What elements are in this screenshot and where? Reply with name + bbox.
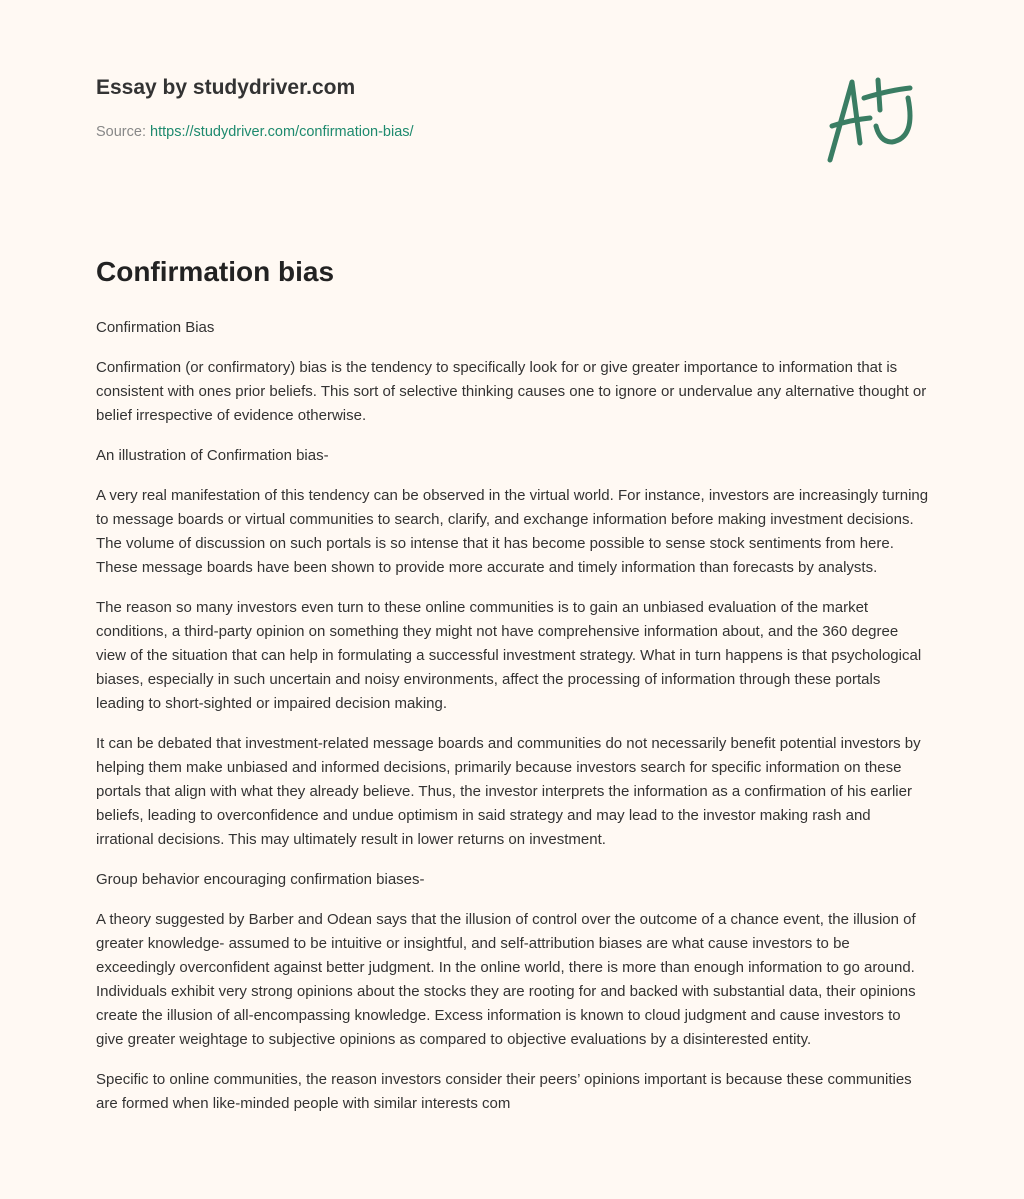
source-link[interactable]: https://studydriver.com/confirmation-bias/ (150, 124, 414, 140)
paragraph: An illustration of Confirmation bias- (96, 447, 329, 464)
paragraph: Confirmation Bias (96, 319, 215, 336)
paragraph: Specific to online communities, the reason investors consider their peers’ opinions important is because these communities are formed when like-minded people with similar interests com (96, 1071, 912, 1112)
paragraph: The reason so many investors even turn to these online communities is to gain an unbiased evaluation of the market conditions, a third-party opinion on something they might not have comprehensive information about, and the 360 degree view of the situation that can help in formulating a successful investment strategy. What in turn happens is that psychological biases, especially in such uncertain and noisy environments, affect the processing of information through these portals leading to short-sighted or impaired decision making. (96, 599, 922, 712)
a-plus-logo-icon (820, 68, 930, 168)
paragraph: Confirmation (or confirmatory) bias is the tendency to specifically look for or give greater importance to information that is consistent with ones prior beliefs. This sort of selective thinking causes one to ignore or undervalue any alternative thought or belief irrespective of evidence otherwise. (96, 359, 927, 424)
source-line (96, 124, 414, 140)
paragraph: A theory suggested by Barber and Odean says that the illusion of control over the outcome of a chance event, the illusion of greater knowledge- assumed to be intuitive or insightful, and self-attribution biases are what cause investors to be exceedingly overconfident against better judgment. In the online world, there is more than enough information to go around. Individuals exhibit very strong opinions about the stocks they are rooting for and backed with substantial data, their opinions create the illusion of all-encompassing knowledge. Excess information is known to cloud judgment and cause investors to give greater weightage to subjective opinions as compared to objective evaluations by a disinterested entity. (96, 911, 916, 1048)
paragraph: Group behavior encouraging confirmation biases- (96, 871, 425, 888)
essay-body (96, 316, 932, 1132)
paragraph: A very real manifestation of this tendency can be observed in the virtual world. For instance, investors are increasingly turning to message boards or virtual communities to search, clarify, and exchange information before making investment decisions. The volume of discussion on such portals is so intense that it has become possible to sense stock sentiments from here. These message boards have been shown to provide more accurate and timely information than forecasts by analysts. (96, 487, 929, 576)
source-label: Source: (96, 124, 146, 140)
paragraph: It can be debated that investment-related message boards and communities do not necessarily benefit potential investors by helping them make unbiased and informed decisions, primarily because investors search for specific information on these portals that align with what they already believe. Thus, the investor interprets the information as a confirmation of his earlier beliefs, leading to overconfidence and undue optimism in said strategy and may lead to the investor making rash and irrational decisions. This may ultimately result in lower returns on investment. (96, 735, 921, 848)
page-title: Confirmation bias (96, 256, 335, 287)
site-title: Essay by studydriver.com (96, 76, 356, 99)
